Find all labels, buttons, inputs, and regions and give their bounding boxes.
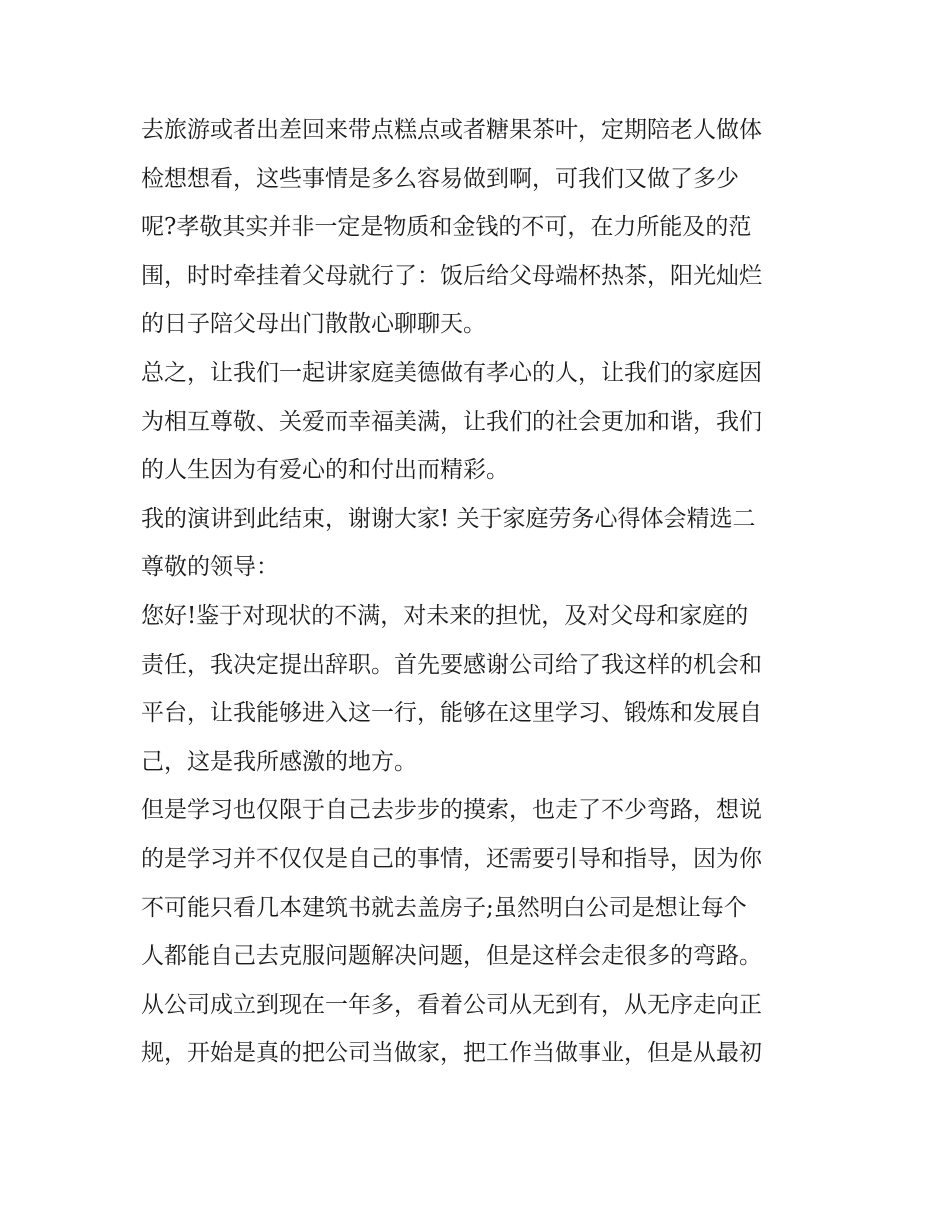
document-body <box>141 106 821 1078</box>
text-line: 不可能只看几本建筑书就去盖房子;虽然明白公司是想让每个 <box>141 894 747 921</box>
text-line: 从公司成立到现在一年多，看着公司从无到有，从无序走向正 <box>141 991 762 1018</box>
text-line: 尊敬的领导： <box>141 554 279 581</box>
text-line: 呢?孝敬其实并非一定是物质和金钱的不可，在力所能及的范 <box>141 214 752 241</box>
text-line: 围，时时牵挂着父母就行了：饭后给父母端杯热茶，阳光灿烂 <box>141 262 762 289</box>
text-line: 检想想看，这些事情是多么容易做到啊，可我们又做了多少 <box>141 165 739 192</box>
text-line: 的人生因为有爱心的和付出而精彩。 <box>141 457 509 484</box>
text-line: 的日子陪父母出门散散心聊聊天。 <box>141 311 486 338</box>
text-line: 的是学习并不仅仅是自己的事情，还需要引导和指导，因为你 <box>141 845 762 872</box>
text-line: 为相互尊敬、关爱而幸福美满，让我们的社会更加和谐，我们 <box>141 408 762 435</box>
text-line: 己，这是我所感激的地方。 <box>141 748 417 775</box>
text-line: 人都能自己去克服问题解决问题，但是这样会走很多的弯路。 <box>141 943 762 970</box>
text-line: 责任，我决定提出辞职。首先要感谢公司给了我这样的机会和 <box>141 651 762 678</box>
text-line: 但是学习也仅限于自己去步步的摸索，也走了不少弯路，想说 <box>141 797 762 824</box>
text-line: 规，开始是真的把公司当做家，把工作当做事业，但是从最初 <box>141 1040 762 1067</box>
text-line: 我的演讲到此结束，谢谢大家! 关于家庭劳务心得体会精选二 <box>141 505 756 532</box>
text-line: 您好!鉴于对现状的不满，对未来的担忧，及对父母和家庭的 <box>141 602 749 629</box>
text-line: 总之，让我们一起讲家庭美德做有孝心的人，让我们的家庭因 <box>141 359 762 386</box>
text-line: 去旅游或者出差回来带点糕点或者糖果茶叶，定期陪老人做体 <box>141 117 762 143</box>
text-line: 平台，让我能够进入这一行，能够在这里学习、锻炼和发展自 <box>141 700 762 727</box>
